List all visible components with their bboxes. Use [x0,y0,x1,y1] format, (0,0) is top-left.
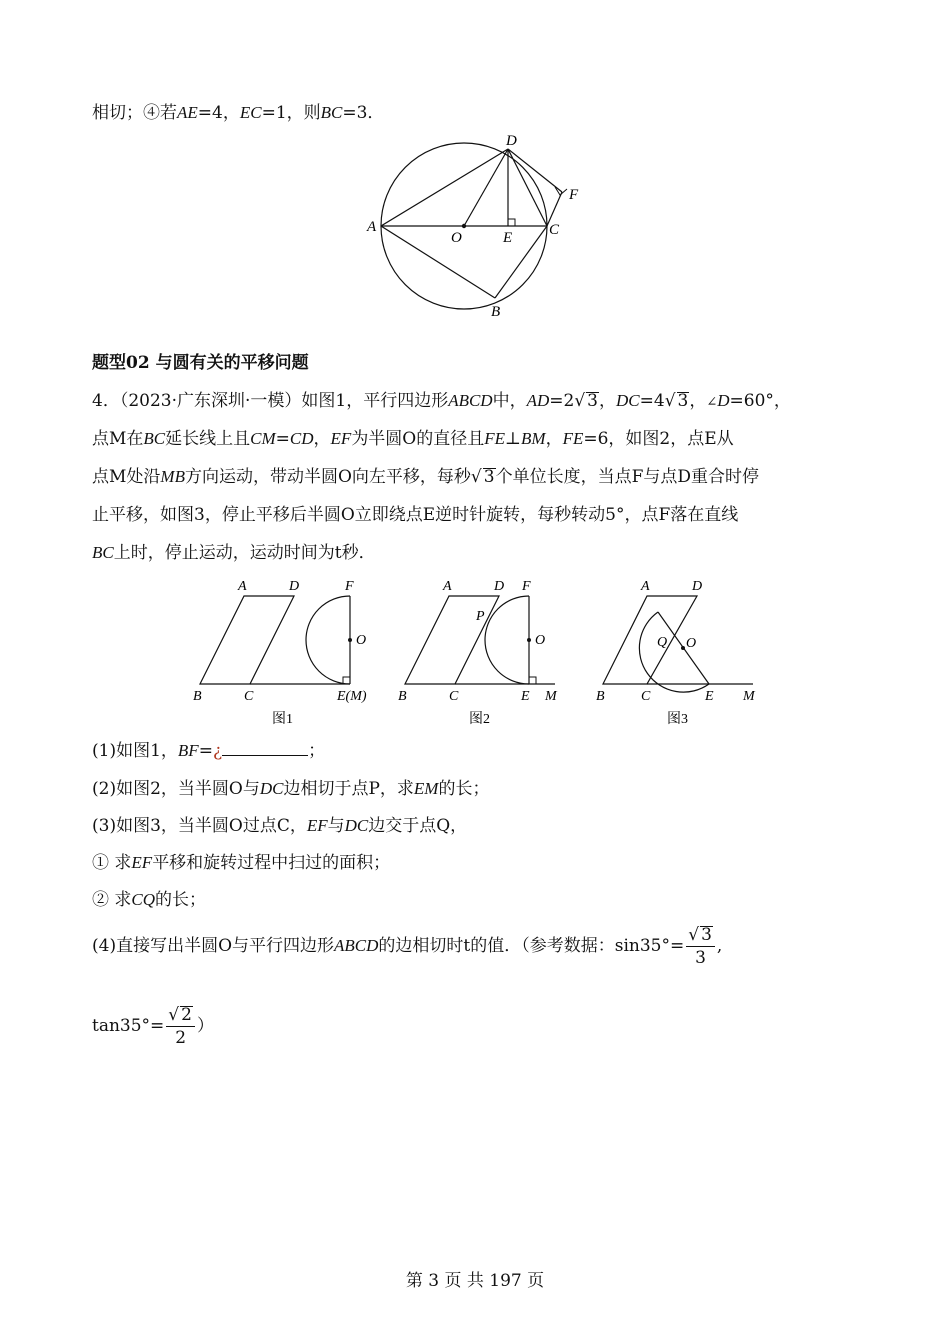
label-o: O [451,230,462,246]
denominator: 3 [695,948,706,968]
right-angle-mark [529,677,536,684]
text: 边交于点Q， [368,816,468,836]
var-bf: BF [177,741,199,760]
var-ad: AD [526,391,550,410]
question-4 [92,922,722,970]
text: (2)如图2，当半圆O与 [92,779,260,799]
stray-glyph: ¿ [212,741,223,761]
label-f: F [345,579,354,594]
label-e: E [521,689,530,704]
var-abcd: ABCD [448,391,493,410]
var-dc: DC [616,391,640,410]
semicircle [485,596,529,684]
text: =60°， [729,391,791,411]
text: 上时，停止运动，运动时间为t秒． [113,543,376,563]
var-ae: AE [177,103,198,122]
center-dot [681,646,685,650]
var-abcd: ABCD [334,936,379,955]
text: ， [313,429,331,449]
fraction-sqrt2-over-2 [166,1004,195,1049]
var-dc: DC [344,816,369,835]
section-heading: 题型02 与圆有关的平移问题 [92,353,309,373]
var-cd: CD [289,429,314,448]
label-a: A [641,579,650,594]
var-d: D [717,391,730,410]
semicircle [306,596,350,684]
text: (4)直接写出半圆O与平行四边形 [92,936,335,956]
var-ef: EF [131,853,153,872]
numerator: √ 3 [686,924,715,947]
segment-cf [547,192,562,226]
chord-ad [381,149,508,226]
text: 延长线上且 [165,429,251,449]
var-cq: CQ [131,890,156,909]
var-ef: EF [330,429,352,448]
label-p: P [476,609,485,624]
label-c: C [549,222,560,238]
label-b: B [491,304,501,320]
chord-ab [381,226,495,298]
answer-blank[interactable] [222,739,308,756]
question-3 [92,814,467,838]
figure-3 [591,574,791,730]
right-angle-e [508,219,515,226]
text: 的长； [438,779,490,799]
radicand: 3 [677,391,689,411]
question-3a [92,851,390,875]
label-f: F [569,187,579,203]
text: 的边相切时t的值．（参考数据：sin35°= [378,936,685,956]
figure-1 [188,574,388,730]
caption-fig2: 图2 [469,712,490,727]
tangent-df [508,149,562,192]
center-dot [348,638,352,642]
text: 与 [327,816,345,836]
text: 方向运动，带动半圆O向左平移，每秒 [184,467,471,487]
label-m: M [545,689,557,704]
text: =2 [549,391,575,411]
var-bc: BC [143,429,166,448]
var-em: EM [413,779,439,798]
intro-text: =3． [342,103,385,123]
label-e: E [503,230,513,246]
sqrt-sign: √ [470,467,482,487]
label-m: M [743,689,755,704]
text: = [198,741,213,761]
text: =6，如图2，点E从 [583,429,734,449]
perp-symbol: ⊥ [505,429,522,449]
label-c: C [244,689,254,704]
label-d: D [506,134,517,149]
text: ， [689,391,707,411]
text: (3)如图3，当半圆O过点C， [92,816,307,836]
var-mb: MB [160,467,185,486]
sqrt-sign: √ [664,391,676,411]
label-b: B [596,689,605,704]
text: ， [599,391,616,411]
intro-line [92,101,384,125]
text: 4．（2023·广东深圳·一模）如图1，平行四边形 [92,391,449,411]
label-d: D [692,579,703,594]
right-angle-mark [343,677,350,684]
text: 个单位长度，当点F与点D重合时停 [495,467,760,487]
label-a: A [443,579,452,594]
text: ① 求 [92,853,132,873]
text: 点M处沿 [92,467,161,487]
text: ， [545,429,563,449]
circle-figure [360,134,590,324]
var-fe: FE [484,429,506,448]
var-dc: DC [259,779,284,798]
radicand: 3 [483,467,495,487]
label-o: O [686,636,697,651]
intro-text: =4， [197,103,240,123]
var-ef: EF [306,816,328,835]
label-o: O [356,633,367,648]
var-bc: BC [320,103,343,122]
text: 为半圆O的直径且 [351,429,485,449]
var-ec: EC [239,103,262,122]
radicand: 3 [587,391,598,411]
text: 平移和旋转过程中扫过的面积； [152,853,391,873]
chord-dc [508,149,547,226]
var-fe: FE [562,429,584,448]
label-d: D [289,579,300,594]
var-cm: CM [250,429,276,448]
intro-text: 相切；④若 [92,103,177,123]
fraction-sqrt3-over-3 [686,924,715,969]
intro-text: =1，则 [261,103,321,123]
label-q: Q [657,635,668,650]
problem-line-1 [92,389,791,415]
text: tan35°= [92,1016,165,1036]
text: (1)如图1， [92,741,178,761]
numerator: √ 2 [166,1004,195,1027]
radicand: 2 [181,1005,192,1025]
label-o: O [535,633,546,648]
label-b: B [193,689,202,704]
radicand: 3 [701,925,712,945]
center-dot [462,224,466,228]
label-c: C [641,689,651,704]
label-a: A [367,219,377,235]
denominator: 2 [175,1028,187,1048]
radius-od [464,149,508,226]
var-bm: BM [521,429,546,448]
text: ） [196,1016,214,1036]
problem-line-2 [92,427,734,451]
question-1 [92,739,325,763]
text: =4 [639,391,665,411]
figure-2 [393,574,593,730]
label-f: F [522,579,531,594]
label-c: C [449,689,459,704]
text: 边相切于点P，求 [283,779,414,799]
text: 点M在 [92,429,144,449]
label-b: B [398,689,407,704]
label-e: E [705,689,714,704]
label-d: D [494,579,505,594]
angle-symbol: ∠ [706,395,718,410]
caption-fig3: 图3 [667,712,688,727]
problem-line-5 [92,541,376,565]
text: ； [308,741,326,761]
parallelogram [200,596,294,684]
var-bc: BC [92,543,114,562]
parallelogram [603,596,697,684]
label-em: E(M) [337,689,367,704]
question-4-cont [92,1002,214,1050]
sqrt-sign: √ [574,391,586,411]
problem-line-4: 止平移，如图3，停止平移后半圆O立即绕点E逆时针旋转，每秒转动5°，点F落在直线 [92,505,739,525]
problem-line-3 [92,465,759,489]
question-3b [92,888,206,912]
caption-fig1: 图1 [272,712,293,727]
text: = [275,429,290,449]
text: ② 求 [92,890,132,910]
text: , [716,936,723,956]
text: 的长； [155,890,207,910]
text: 中， [492,391,527,411]
question-2 [92,777,489,801]
page-footer: 第 3 页 共 197 页 [405,1271,545,1291]
center-dot [527,638,531,642]
label-a: A [238,579,247,594]
